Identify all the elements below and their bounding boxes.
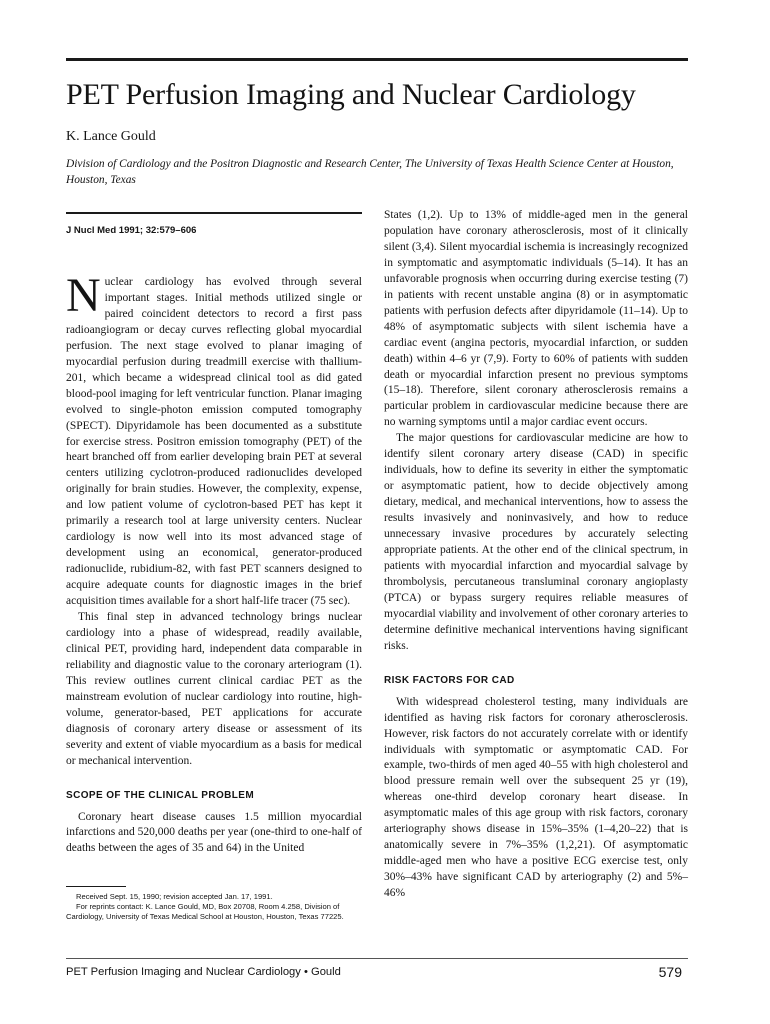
footnote [66,892,362,922]
author-affiliation: Division of Cardiology and the Positron Diagnostic and Research Center, The University of Texas Health Science Center at Houston, Houston, Texas [66,158,674,186]
journal-citation: J Nucl Med 1991; 32:579–606 [66,225,197,236]
scope-paragraph-1-continued: States (1,2). Up to 13% of middle-aged men in the general population have coronary atherosclerosis, most of it clinically silent (3,4). Silent myocardial ischemia is increasingly recognized in symptomatic and asymptomatic individuals (5–14). It has an unfavorable prognosis when occurring during exercise testing (7) in patients with recent unstable angina (8) or in asymptomatic patients with perfusion defects after dipyridamole (11–14). Up to 48% of asymptomatic subjects with silent ischemia have a cardiac event (angina pectoris, myocardial infarction, or sudden death) within 4–6 yr (7,9). Forty to 60% of patients with sudden death or myocardial infarction present no previous symptoms (15–18). Therefore, silent coronary atherosclerosis remains a particular problem in cardiovascular medicine because there are no warning symptoms until a major cardiac event occurs. [384,209,688,429]
footnote-rule [66,886,126,887]
scope-paragraph-2: The major questions for cardiovascular medicine are how to identify silent coronary artery disease (CAD) in specific individuals, how to define its severity in either the symptomatic or asymptomatic patient, how to decide objectively among dietary, medical, and mechanical interventions, how to assess the results invasively and noninvasively, and how to reduce unnecessary invasive procedures by accurately selecting appropriate patients. At the other end of the clinical spectrum, in patients with myocardial infarction and myocardial salvage by thrombolysis, percutaneous transluminal coronary angioplasty (PTCA) or bypass surgery requires reliable measures of myocardial viability and involvement of other coronary arteries to determine definitive mechanical interventions having significant risks. [384,432,689,652]
author-name: K. Lance Gould [66,129,156,144]
article-title: PET Perfusion Imaging and Nuclear Cardiology [66,78,636,111]
drop-cap: N [66,269,101,322]
risk-paragraph-1: With widespread cholesterol testing, many individuals are identified as having risk factors for coronary atherosclerosis. However, risk factors do not accurately correlate with or identify individuals with symptomatic or asymptomatic CAD. For example, two-thirds of men aged 40–55 with high cholesterol and blood pressure remain well over the subsequent 25 yr (19), whereas one-third develop coronary heart disease. In asymptomatic males of this age group with risk factors, coronary arteriography shows disease in 15%–35% (1–4,20–22) that is anatomically severe in 7%–35% (1,2,21). Of asymptomatic middle-aged men who have a positive ECG exercise test, only 30%–43% have significant CAD by arteriography (2) and 5%–46% [384,695,688,900]
citation-rule [66,212,362,214]
right-column [384,208,688,902]
left-column [66,269,362,857]
running-footer-title: PET Perfusion Imaging and Nuclear Cardiology • Gould [66,966,341,978]
intro-paragraph-1 [66,269,362,610]
footer-rule [66,958,688,959]
intro-paragraph-1-text: uclear cardiology has evolved through several important stages. Initial methods utilized single or paired coincident detectors to record a first pass radioangiogram or decay curves reflecting global myocardial perfusion. The next stage evolved to planar imaging of myocardial perfusion during treadmill exercise with thallium-201, which became a widespread clinical tool as did gated blood-pool imaging for left ventricular function. Planar imaging evolved to single-photon emission computed tomography (SPECT). Dipyridamole has been documented as a substitute for exercise stress. Positron emission tomography (PET) of the heart branched off from earlier developing brain PET at several centers utilizing cyclotron-produced radionuclides developed originally for brain studies. However, the complexity, expense, and low patient volume of cyclotron-based PET has kept it primarily a research tool at large university centers. Nuclear cardiology is now well into its most advanced stage of development using an economical, generator-produced radionuclide, rubidium-82, with fast PET scanners designed to acquire adequate counts for diagnostic images in the brief acquisition times available for a short half-life tracer (75 sec). [66,276,362,608]
top-rule [66,58,688,61]
scope-paragraph-1: Coronary heart disease causes 1.5 million myocardial infarctions and 520,000 deaths per year (one-third to one-half of deaths between the ages of 35 and 64) in the United [66,810,362,855]
intro-paragraph-2: This final step in advanced technology brings nuclear cardiology into a phase of widespread, readily available, clinical PET, providing hard, independent data comparable in reliability and diagnostic value to the coronary arteriogram (1). This review outlines current clinical cardiac PET as the mainstream evolution of nuclear cardiology into routine, high-volume, generator-based, PET applications for accurate diagnosis of coronary artery disease or assessment of its severity and extent of viable myocardium as a basis for medical or mechanical intervention. [66,611,362,767]
section-heading-scope: SCOPE OF THE CLINICAL PROBLEM [66,789,255,801]
section-heading-risk-factors: RISK FACTORS FOR CAD [384,674,515,686]
page-number: 579 [658,964,682,980]
footnote-received: Received Sept. 15, 1990; revision accepted Jan. 17, 1991. [76,892,273,901]
footnote-reprints: For reprints contact: K. Lance Gould, MD, Box 20708, Room 4.258, Division of Cardiology, University of Texas Medical School at Houston, Houston, Texas 77225. [66,902,344,921]
